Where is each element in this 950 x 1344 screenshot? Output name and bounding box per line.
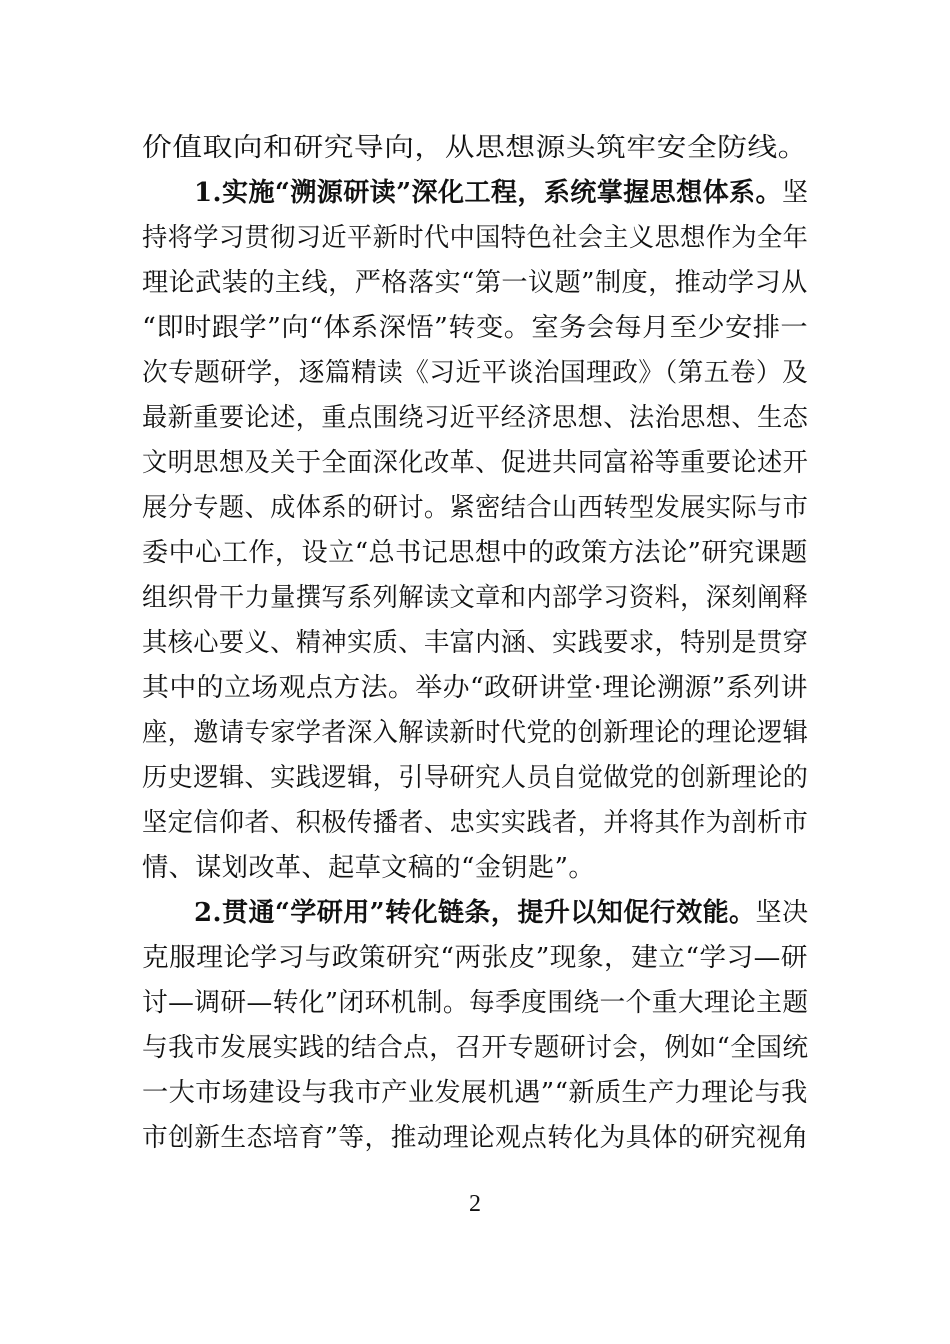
body-text: [142, 0, 808, 1180]
paragraph-1-line: 理论武装的主线，严格落实“第一议题”制度，推动学习从: [142, 268, 808, 298]
paragraph-1-line: 次专题研学，逐篇精读《习近平谈治国理政》（第五卷）及: [142, 358, 809, 388]
paragraph-2-line: 克服理论学习与政策研究“两张皮”现象，建立“学习—研: [142, 943, 808, 973]
paragraph-1-line: 坚定信仰者、积极传播者、忠实实践者，并将其作为剖析市: [142, 808, 809, 838]
paragraph-1-line: 持将学习贯彻习近平新时代中国特色社会主义思想作为全年: [142, 223, 809, 253]
paragraph-2-line: 市创新生态培育”等，推动理论观点转化为具体的研究视角: [142, 1123, 809, 1153]
paragraph-1-heading: 1.实施“溯源研读”深化工程，系统掌握思想体系。: [194, 177, 782, 208]
paragraph-1-line: “即时跟学”向“体系深悟”转变。室务会每月至少安排一: [142, 313, 809, 343]
paragraph-1-line: 最新重要论述，重点围绕习近平经济思想、法治思想、生态: [142, 403, 809, 433]
paragraph-2-first-line: 2.贯通“学研用”转化链条，提升以知促行效能。坚决: [194, 897, 809, 928]
paragraph-1-line: 座，邀请专家学者深入解读新时代党的创新理论的理论逻辑: [142, 718, 809, 748]
page-number: 2: [469, 1191, 481, 1217]
paragraph-2-line: 与我市发展实践的结合点，召开专题研讨会，例如“全国统: [142, 1033, 809, 1063]
paragraph-1-line: 其核心要义、精神实质、丰富内涵、实践要求，特别是贯穿: [142, 628, 809, 658]
paragraph-intro-line: 价值取向和研究导向，从思想源头筑牢安全防线。: [142, 133, 808, 163]
paragraph-1-line: 组织骨干力量撰写系列解读文章和内部学习资料，深刻阐释: [142, 583, 809, 613]
paragraph-1-line: 情、谋划改革、起草文稿的“金钥匙”。: [142, 853, 595, 883]
paragraph-2-line: 一大市场建设与我市产业发展机遇”“新质生产力理论与我: [142, 1078, 808, 1108]
paragraph-2-heading: 2.贯通“学研用”转化链条，提升以知促行效能。: [194, 897, 756, 928]
paragraph-1-line: 历史逻辑、实践逻辑，引导研究人员自觉做党的创新理论的: [142, 763, 809, 793]
paragraph-1-line: 展分专题、成体系的研讨。紧密结合山西转型发展实际与市: [142, 493, 809, 523]
paragraph-1-line: 委中心工作，设立“总书记思想中的政策方法论”研究课题: [142, 538, 808, 568]
paragraph-1-first-line: 1.实施“溯源研读”深化工程，系统掌握思想体系。坚: [194, 177, 809, 208]
paragraph-1-line: 其中的立场观点方法。举办“政研讲堂·理论溯源”系列讲: [142, 673, 808, 703]
paragraph-1-line: 文明思想及关于全面深化改革、促进共同富裕等重要论述开: [142, 448, 809, 478]
paragraph-2-line: 讨—调研—转化”闭环机制。每季度围绕一个重大理论主题: [142, 988, 809, 1018]
